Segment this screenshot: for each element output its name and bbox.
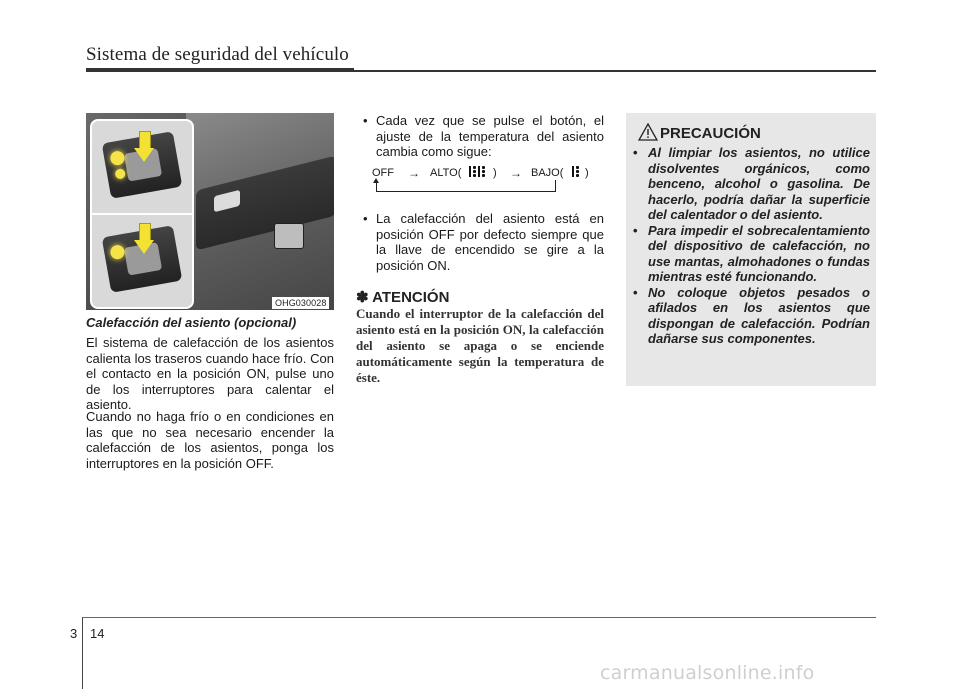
return-line — [376, 191, 556, 192]
seat-heat-icon — [472, 166, 477, 177]
flow-arrow-icon: → — [510, 166, 522, 180]
flow-low-close: ) — [585, 167, 589, 179]
section-heading: Calefacción del asiento (opcional) — [86, 315, 297, 330]
photo-code: OHG030028 — [272, 297, 329, 309]
warning-triangle-icon — [638, 123, 658, 141]
caution-item-text: No coloque objetos pesados o afilados en los asientos que dispongan de calefacción. Podrían dañarse sus componentes. — [648, 284, 870, 346]
attention-title: ✽ ATENCIÓN — [356, 289, 450, 306]
bullet-dot: • — [633, 284, 638, 300]
caution-item-text: Para impedir el sobrecalentamiento del dispositivo de calefacción, no use mantas, almohadones o fundas mientras esté funcionando. — [648, 222, 870, 284]
bullet-dot: • — [633, 222, 638, 238]
flow-off-label: OFF — [372, 167, 394, 179]
page-number: 14 — [90, 626, 105, 641]
seat-heat-icon — [575, 166, 580, 177]
header-rule-thick — [86, 68, 354, 72]
indicator-light — [114, 168, 126, 180]
bullet-item — [356, 211, 604, 273]
seat-heater-switch — [274, 223, 304, 249]
inset-divider — [92, 213, 192, 215]
seat-heater-photo — [86, 113, 334, 310]
seat-heat-icon — [481, 166, 486, 177]
bullet-text: La calefacción del asiento está en posición OFF por defecto siempre que la llave de encendido se gire a la posición ON. — [376, 211, 604, 273]
caution-item — [626, 145, 870, 223]
attention-body: Cuando el interruptor de la calefacción del asiento está en la posición ON, la calefacción del asiento se apaga o se enciende automáticamente según la temperatura de éste. — [356, 306, 604, 385]
footer-rule-horizontal — [82, 617, 876, 618]
flow-high-label: ALTO( — [430, 167, 462, 179]
bullet-dot: • — [363, 211, 368, 226]
press-arrow-icon — [134, 223, 154, 257]
flow-arrow-icon: → — [408, 166, 420, 180]
paragraph-off: Cuando no haga frío o en condiciones en las que no sea necesario encender la calefacción de los asientos, ponga los interruptores en la posición OFF. — [86, 409, 334, 471]
indicator-light — [109, 150, 125, 166]
bullet-dot: • — [363, 113, 368, 128]
indicator-light — [109, 244, 125, 260]
footer-rule-vertical — [82, 617, 83, 689]
temperature-cycle-diagram — [356, 163, 606, 197]
return-line-right — [555, 180, 556, 192]
caution-title: PRECAUCIÓN — [660, 125, 761, 142]
press-arrow-icon — [134, 131, 154, 165]
caution-item — [626, 223, 870, 285]
caution-box — [626, 113, 876, 386]
page-chapter: 3 — [70, 626, 78, 641]
watermark: carmanualsonline.info — [600, 662, 815, 684]
flow-high-close: ) — [493, 167, 497, 179]
header-rule-thin — [354, 70, 876, 72]
paragraph-intro: El sistema de calefacción de los asientos calienta los traseros cuando hace frío. Con el contacto en la posición ON, pulse uno de los interruptores para calentar el asiento. — [86, 335, 334, 412]
bullet-text: Cada vez que se pulse el botón, el ajuste de la temperatura del asiento cambia como sigue: — [376, 113, 604, 159]
switch-closeup-inset — [90, 119, 194, 309]
middle-bullet-2 — [356, 211, 604, 273]
caution-item-text: Al limpiar los asientos, no utilice disolventes orgánicos, como benceno, alcohol o gasolina. De hacerlo, podría dañar la superficie del calentador o del asiento. — [648, 145, 870, 222]
flow-low-label: BAJO( — [531, 167, 564, 179]
bullet-item — [356, 113, 604, 160]
bullet-dot: • — [633, 145, 638, 160]
middle-column — [356, 113, 604, 160]
caution-list — [626, 145, 870, 347]
page-header-title: Sistema de seguridad del vehículo — [86, 44, 349, 65]
caution-item — [626, 285, 870, 347]
